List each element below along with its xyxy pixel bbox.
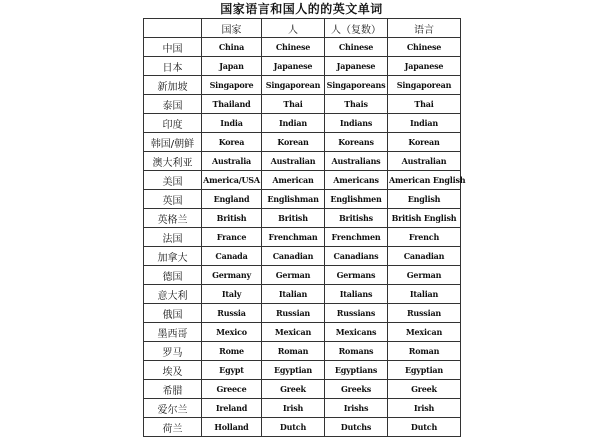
cell-language: Mexican xyxy=(388,323,461,342)
document-sheet xyxy=(143,0,466,435)
cell-language: English xyxy=(388,190,461,209)
cell-person: Korean xyxy=(262,133,325,152)
table-row xyxy=(144,95,461,114)
cell-language: Japanese xyxy=(388,57,461,76)
table-row xyxy=(144,361,461,380)
cell-language: Chinese xyxy=(388,38,461,57)
cell-plural: Englishmen xyxy=(325,190,388,209)
cell-language: Canadian xyxy=(388,247,461,266)
cell-person: British xyxy=(262,209,325,228)
table-row xyxy=(144,228,461,247)
cell-plural: Irishs xyxy=(325,399,388,418)
table-row xyxy=(144,342,461,361)
cell-language: Egyptian xyxy=(388,361,461,380)
cell-chinese-name: 韩国/朝鲜 xyxy=(144,133,202,152)
cell-person: Singaporean xyxy=(262,76,325,95)
cell-plural: Germans xyxy=(325,266,388,285)
cell-plural: Americans xyxy=(325,171,388,190)
cell-chinese-name: 泰国 xyxy=(144,95,202,114)
table-row xyxy=(144,380,461,399)
cell-plural: Greeks xyxy=(325,380,388,399)
cell-language: Indian xyxy=(388,114,461,133)
cell-country: Russia xyxy=(202,304,262,323)
cell-person: Dutch xyxy=(262,418,325,437)
cell-plural: Frenchmen xyxy=(325,228,388,247)
cell-chinese-name: 墨西哥 xyxy=(144,323,202,342)
cell-person: Englishman xyxy=(262,190,325,209)
cell-chinese-name: 荷兰 xyxy=(144,418,202,437)
cell-chinese-name: 英国 xyxy=(144,190,202,209)
cell-person: Australian xyxy=(262,152,325,171)
cell-language: British English xyxy=(388,209,461,228)
cell-country: France xyxy=(202,228,262,247)
cell-chinese-name: 澳大利亚 xyxy=(144,152,202,171)
cell-chinese-name: 英格兰 xyxy=(144,209,202,228)
cell-plural: Koreans xyxy=(325,133,388,152)
cell-plural: Australians xyxy=(325,152,388,171)
cell-chinese-name: 法国 xyxy=(144,228,202,247)
cell-language: German xyxy=(388,266,461,285)
cell-person: Chinese xyxy=(262,38,325,57)
cell-chinese-name: 新加坡 xyxy=(144,76,202,95)
cell-language: French xyxy=(388,228,461,247)
cell-person: Egyptian xyxy=(262,361,325,380)
cell-language: Italian xyxy=(388,285,461,304)
cell-country: Mexico xyxy=(202,323,262,342)
cell-person: Greek xyxy=(262,380,325,399)
cell-chinese-name: 日本 xyxy=(144,57,202,76)
cell-chinese-name: 希腊 xyxy=(144,380,202,399)
cell-chinese-name: 爱尔兰 xyxy=(144,399,202,418)
cell-person: Indian xyxy=(262,114,325,133)
cell-plural: Mexicans xyxy=(325,323,388,342)
cell-plural: Egyptians xyxy=(325,361,388,380)
cell-person: Thai xyxy=(262,95,325,114)
cell-language: American English xyxy=(388,171,461,190)
cell-language: Singaporean xyxy=(388,76,461,95)
cell-country: Ireland xyxy=(202,399,262,418)
cell-country: Japan xyxy=(202,57,262,76)
cell-country: Holland xyxy=(202,418,262,437)
cell-country: Rome xyxy=(202,342,262,361)
cell-country: Korea xyxy=(202,133,262,152)
cell-language: Australian xyxy=(388,152,461,171)
cell-plural: Japanese xyxy=(325,57,388,76)
table-row xyxy=(144,247,461,266)
cell-chinese-name: 俄国 xyxy=(144,304,202,323)
cell-chinese-name: 印度 xyxy=(144,114,202,133)
cell-country: China xyxy=(202,38,262,57)
table-row xyxy=(144,418,461,437)
table-row xyxy=(144,57,461,76)
cell-plural: Indians xyxy=(325,114,388,133)
cell-person: Mexican xyxy=(262,323,325,342)
cell-country: Australia xyxy=(202,152,262,171)
table-row xyxy=(144,285,461,304)
cell-language: Thai xyxy=(388,95,461,114)
header-cell-country: 国家 xyxy=(202,19,262,38)
cell-country: British xyxy=(202,209,262,228)
cell-country: America/USA xyxy=(202,171,262,190)
cell-plural: Dutchs xyxy=(325,418,388,437)
cell-plural: Russians xyxy=(325,304,388,323)
table-row xyxy=(144,114,461,133)
cell-country: Thailand xyxy=(202,95,262,114)
document-title: 国家语言和国人的的英文单词 xyxy=(220,2,383,16)
cell-plural: Singaporeans xyxy=(325,76,388,95)
cell-person: Italian xyxy=(262,285,325,304)
table-row xyxy=(144,209,461,228)
cell-country: Singapore xyxy=(202,76,262,95)
cell-chinese-name: 意大利 xyxy=(144,285,202,304)
table-row xyxy=(144,171,461,190)
table-row xyxy=(144,304,461,323)
cell-language: Dutch xyxy=(388,418,461,437)
table-row xyxy=(144,38,461,57)
header-cell-person: 人 xyxy=(262,19,325,38)
cell-country: England xyxy=(202,190,262,209)
vocabulary-table xyxy=(143,18,466,437)
cell-country: India xyxy=(202,114,262,133)
cell-chinese-name: 加拿大 xyxy=(144,247,202,266)
header-cell-language: 语言 xyxy=(388,19,461,38)
cell-country: Canada xyxy=(202,247,262,266)
table-row xyxy=(144,152,461,171)
cell-person: Irish xyxy=(262,399,325,418)
cell-country: Germany xyxy=(202,266,262,285)
header-cell-blank xyxy=(144,19,202,38)
cell-chinese-name: 罗马 xyxy=(144,342,202,361)
table-row xyxy=(144,133,461,152)
table-row xyxy=(144,190,461,209)
cell-language: Irish xyxy=(388,399,461,418)
cell-language: Korean xyxy=(388,133,461,152)
cell-person: American xyxy=(262,171,325,190)
table-row xyxy=(144,266,461,285)
cell-person: Roman xyxy=(262,342,325,361)
cell-person: Japanese xyxy=(262,57,325,76)
cell-plural: Romans xyxy=(325,342,388,361)
cell-language: Russian xyxy=(388,304,461,323)
cell-person: German xyxy=(262,266,325,285)
table-header-row xyxy=(144,19,461,38)
cell-language: Roman xyxy=(388,342,461,361)
cell-country: Italy xyxy=(202,285,262,304)
cell-person: Russian xyxy=(262,304,325,323)
table-row xyxy=(144,76,461,95)
cell-plural: Canadians xyxy=(325,247,388,266)
cell-country: Greece xyxy=(202,380,262,399)
cell-chinese-name: 埃及 xyxy=(144,361,202,380)
cell-plural: Chinese xyxy=(325,38,388,57)
cell-person: Frenchman xyxy=(262,228,325,247)
table-row xyxy=(144,399,461,418)
header-cell-plural: 人（复数） xyxy=(325,19,388,38)
cell-plural: Italians xyxy=(325,285,388,304)
cell-person: Canadian xyxy=(262,247,325,266)
cell-chinese-name: 中国 xyxy=(144,38,202,57)
table-row xyxy=(144,323,461,342)
cell-language: Greek xyxy=(388,380,461,399)
cell-chinese-name: 德国 xyxy=(144,266,202,285)
cell-country: Egypt xyxy=(202,361,262,380)
cell-chinese-name: 美国 xyxy=(144,171,202,190)
cell-plural: Thais xyxy=(325,95,388,114)
cell-plural: Britishs xyxy=(325,209,388,228)
